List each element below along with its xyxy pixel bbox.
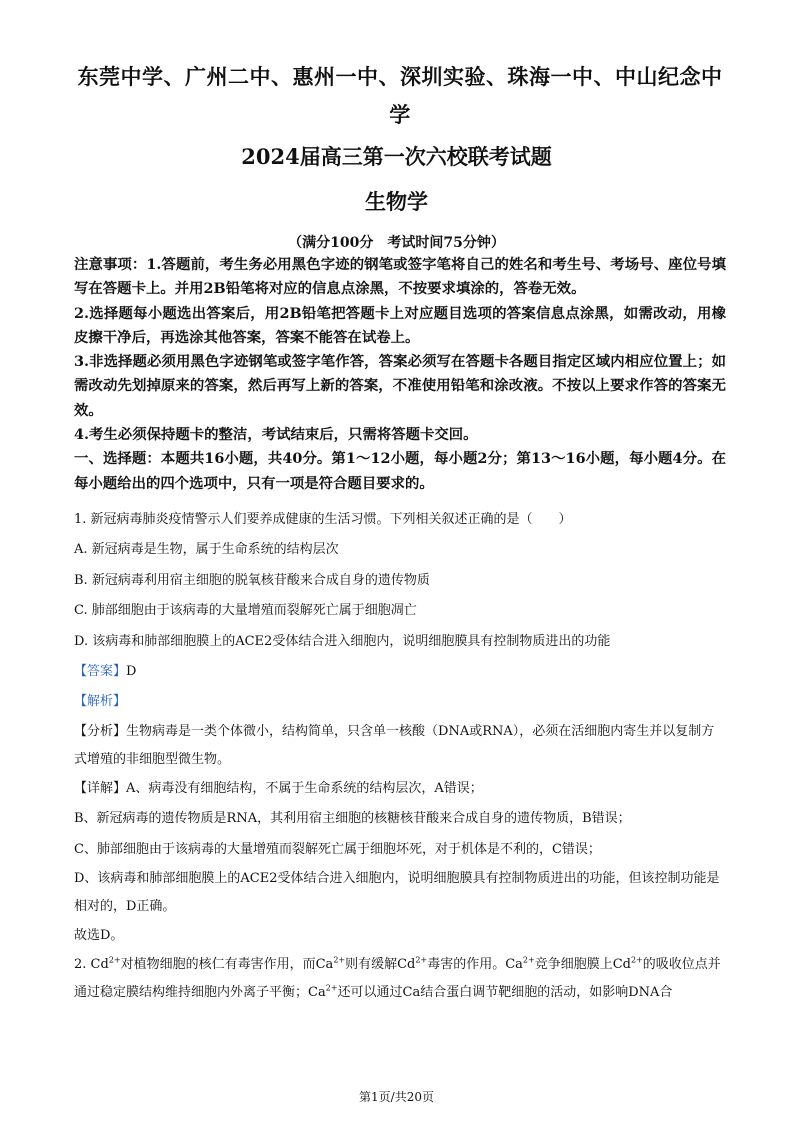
q1-answer (74, 657, 726, 687)
q1-fenxi (74, 718, 726, 774)
q1-option-d: D. 该病毒和肺部细胞膜上的ACE2受体结合进入细胞内，说明细胞膜具有控制物质进出的功能 (74, 633, 611, 649)
page-footer: 第1页/共20页 (359, 1090, 434, 1104)
q1-detail-d: D、该病毒和肺部细胞膜上的ACE2受体结合进入细胞内，说明细胞膜具有控制物质进出的功能，但该控制功能是相对的，D正确。 (74, 871, 720, 915)
q1-analysis-heading (74, 687, 726, 717)
fenxi-text: 生物病毒是一类个体微小，结构简单，只含单一核酸（DNA或RNA），必须在活细胞内寄生并以复制方式增殖的非细胞型微生物。 (74, 723, 715, 767)
exam-notes (74, 253, 726, 496)
answer-tag: 【答案】 (74, 664, 127, 680)
q1-option-c: C. 肺部细胞由于该病毒的大量增殖而裂解死亡属于细胞凋亡 (74, 603, 417, 619)
note-2: 2.选择题每小题选出答案后，用2B铅笔把答题卡上对应题目选项的答案信息点涂黑，如需改动，用橡皮擦干净后，再选涂其他答案，答案不能答在试卷上。 (74, 304, 726, 346)
detail-a-text: A、病毒没有细胞结构，不属于生命系统的结构层次，A错误； (126, 780, 483, 796)
q1-option-a: A. 新冠病毒是生物，属于生命系统的结构层次 (74, 542, 339, 558)
fenxi-tag: 【分析】 (74, 723, 127, 739)
note-3: 3.非选择题必须用黑色字迹钢笔或签字笔作答，答案必须写在答题卡各题目指定区域内相应位置上；如需改动先划掉原来的答案，然后再写上新的答案，不准使用铅笔和涂改液。不按以上要求作答的答案无效。 (74, 353, 726, 419)
q1-option-b: B. 新冠病毒利用宿主细胞的脱氧核苷酸来合成自身的遗传物质 (74, 572, 430, 588)
xiangjie-tag: 【详解】 (74, 780, 127, 796)
question-2-stem: 2. $Cd^{2+}$对植物细胞的核仁有毒害作用，而$Ca^{2+}$则有缓解$Cd^{2+}$毒害的作用。$Ca^{2+}$竞争细胞膜上$Cd^{2+}$的吸收位点并通过稳定膜结构维持细胞内外离子平衡；$Ca^{2+}$还可以通过Ca结合蛋白调节靶细胞的活动，如影响DNA合 (74, 956, 721, 1001)
analysis-tag: 【解析】 (74, 694, 127, 710)
exam-title: 2024届高三第一次六校联考试题 (241, 144, 552, 169)
q1-detail-b: B、新冠病毒的遗传物质是RNA，其利用宿主细胞的核糖核苷酸来合成自身的遗传物质，B错误； (74, 811, 631, 827)
q1-stem: 1. 新冠病毒肺炎疫情警示人们要养成健康的生活习惯。下列相关叙述正确的是（ ） (74, 512, 572, 527)
schools-title: 东莞中学、广州二中、惠州一中、深圳实验、珠海一中、中山纪念中学 (77, 64, 723, 127)
note-1: 注意事项：1.答题前，考生务必用黑色字迹的钢笔或签字笔将自己的姓名和考生号、考场号、座位号填写在答题卡上。并用2B铅笔将对应的信息点涂黑，不按要求填涂的，答卷无效。 (74, 256, 726, 298)
exam-meta: （满分100分 考试时间75分钟） (288, 235, 505, 251)
question-1 (74, 505, 726, 1007)
note-4: 4.考生必须保持题卡的整洁，考试结束后，只需将答题卡交回。 (74, 426, 478, 444)
section-1-heading: 一、选择题：本题共16小题，共40分。第1～12小题，每小题2分；第13～16小题，每小题4分。在每小题给出的四个选项中，只有一项是符合题目要求的。 (74, 450, 726, 492)
q1-detail-a (74, 774, 726, 804)
q1-detail-c: C、肺部细胞由于该病毒的大量增殖而裂解死亡属于细胞坏死，对于机体是不利的，C错误； (74, 841, 601, 857)
q1-conclusion: 故选D。 (74, 928, 124, 944)
answer-value: D (126, 664, 137, 680)
subject-title: 生物学 (365, 189, 428, 214)
